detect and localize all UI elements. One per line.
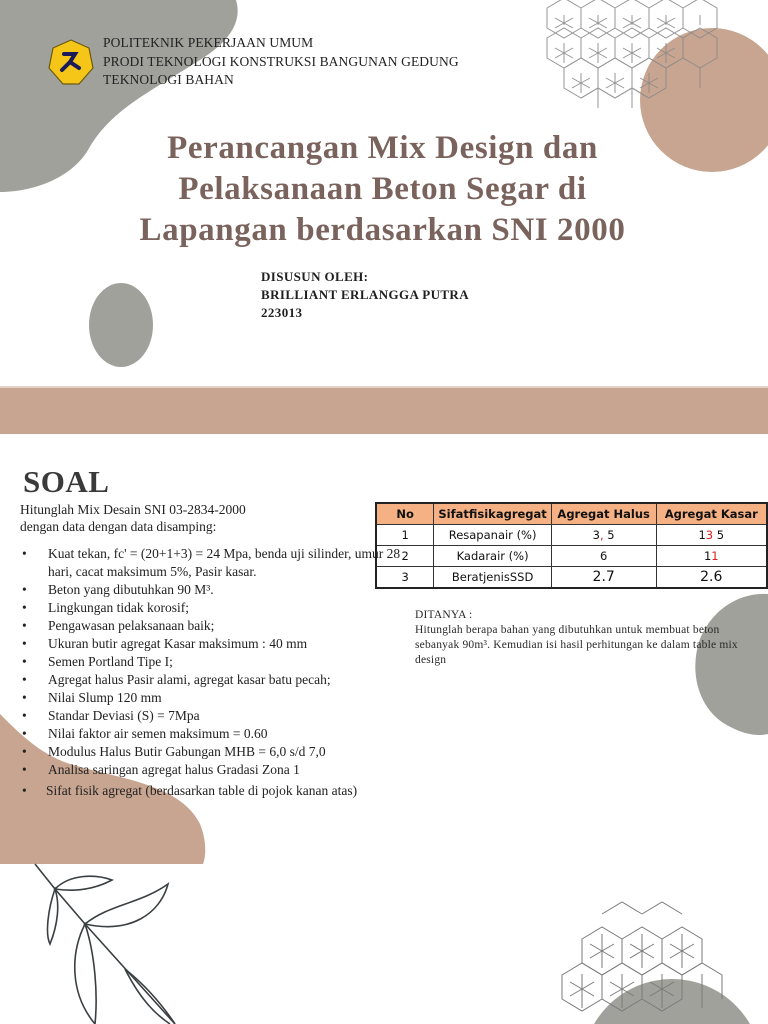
column-header-fine-aggregate: Agregat Halus bbox=[551, 503, 656, 525]
header-line-institution: POLITEKNIK PEKERJAAN UMUM bbox=[103, 35, 314, 50]
list-item: • Nilai Slump 120 mm bbox=[20, 689, 420, 707]
cell-property: Resapanair (%) bbox=[434, 525, 551, 546]
title-line-1: Perancangan Mix Design dan bbox=[167, 130, 598, 166]
cell-property: BeratjenisSSD bbox=[434, 567, 551, 589]
author-name: BRILLIANT ERLANGGA PUTRA bbox=[261, 287, 470, 302]
author-label: DISUSUN OLEH: bbox=[261, 269, 369, 284]
document-title bbox=[100, 128, 665, 251]
table-row bbox=[376, 567, 767, 589]
aggregate-properties-table bbox=[375, 502, 768, 589]
section-title: SOAL bbox=[23, 464, 110, 499]
problem-intro bbox=[20, 501, 246, 535]
header-line-program: PRODI TEKNOLOGI KONSTRUKSI BANGUNAN GEDUNG bbox=[103, 53, 459, 69]
table-row bbox=[376, 546, 767, 567]
list-item: • Pengawasan pelaksanaan baik; bbox=[20, 617, 420, 635]
table-header-row bbox=[376, 503, 767, 525]
cell-fine: 6 bbox=[551, 546, 656, 567]
cell-coarse: 2.6 bbox=[656, 567, 767, 589]
column-header-no: No bbox=[376, 503, 434, 525]
author-id: 223013 bbox=[261, 305, 303, 320]
question-label: DITANYA : bbox=[415, 609, 473, 621]
column-header-coarse-aggregate: Agregat Kasar bbox=[656, 503, 767, 525]
title-line-2: Pelaksanaan Beton Segar di bbox=[178, 171, 587, 207]
leaf-branch-icon bbox=[35, 864, 175, 1024]
cell-no: 1 bbox=[376, 525, 434, 546]
cell-no: 2 bbox=[376, 546, 434, 567]
list-item: • Agregat halus Pasir alami, agregat kasar batu pecah; bbox=[20, 671, 420, 689]
question-text: Hitunglah berapa bahan yang dibutuhkan untuk membuat beton sebanyak 90m³. Kemudian isi hasil perhitungan ke dalam table mix design bbox=[415, 624, 738, 666]
list-item: • Kuat tekan, fc' = (20+1+3) = 24 Mpa, benda uji silinder, umur 28 hari, cacat maksimum 5%, Pasir kasar. bbox=[20, 545, 420, 581]
cell-property: Kadarair (%) bbox=[434, 546, 551, 567]
list-item: • Analisa saringan agregat halus Gradasi Zona 1 bbox=[20, 761, 420, 779]
list-item: • Standar Deviasi (S) = 7Mpa bbox=[20, 707, 420, 725]
list-item: • Modulus Halus Butir Gabungan MHB = 6,0 s/d 7,0 bbox=[20, 743, 420, 761]
list-item: • Nilai faktor air semen maksimum = 0.60 bbox=[20, 725, 420, 743]
list-item: • Sifat fisik agregat (berdasarkan table di pojok kanan atas) bbox=[20, 782, 420, 800]
list-item: • Beton yang dibutuhkan 90 M³. bbox=[20, 581, 420, 599]
header-line-course: TEKNOLOGI BAHAN bbox=[103, 72, 234, 87]
question-block bbox=[415, 608, 760, 668]
cell-coarse: 13 5 bbox=[656, 525, 767, 546]
cell-no: 3 bbox=[376, 567, 434, 589]
title-line-3: Lapangan berdasarkan SNI 2000 bbox=[139, 212, 626, 248]
cell-coarse: 11 bbox=[656, 546, 767, 567]
list-item: • Semen Portland Tipe I; bbox=[20, 653, 420, 671]
table-row bbox=[376, 525, 767, 546]
problem-slide bbox=[0, 434, 768, 1024]
cell-fine: 2.7 bbox=[551, 567, 656, 589]
list-item: • Lingkungan tidak korosif; bbox=[20, 599, 420, 617]
intro-line-2: dengan data dengan data disamping: bbox=[20, 519, 217, 534]
column-header-property: Sifatfisikagregat bbox=[434, 503, 551, 525]
divider-band bbox=[0, 386, 768, 434]
cell-fine: 3, 5 bbox=[551, 525, 656, 546]
given-data-list bbox=[20, 545, 420, 800]
institution-header bbox=[103, 34, 459, 90]
author-block bbox=[261, 268, 469, 322]
cover-slide bbox=[0, 0, 768, 386]
list-item: • Ukuran butir agregat Kasar maksimum : 40 mm bbox=[20, 635, 420, 653]
intro-line-1: Hitunglah Mix Desain SNI 03-2834-2000 bbox=[20, 502, 246, 517]
